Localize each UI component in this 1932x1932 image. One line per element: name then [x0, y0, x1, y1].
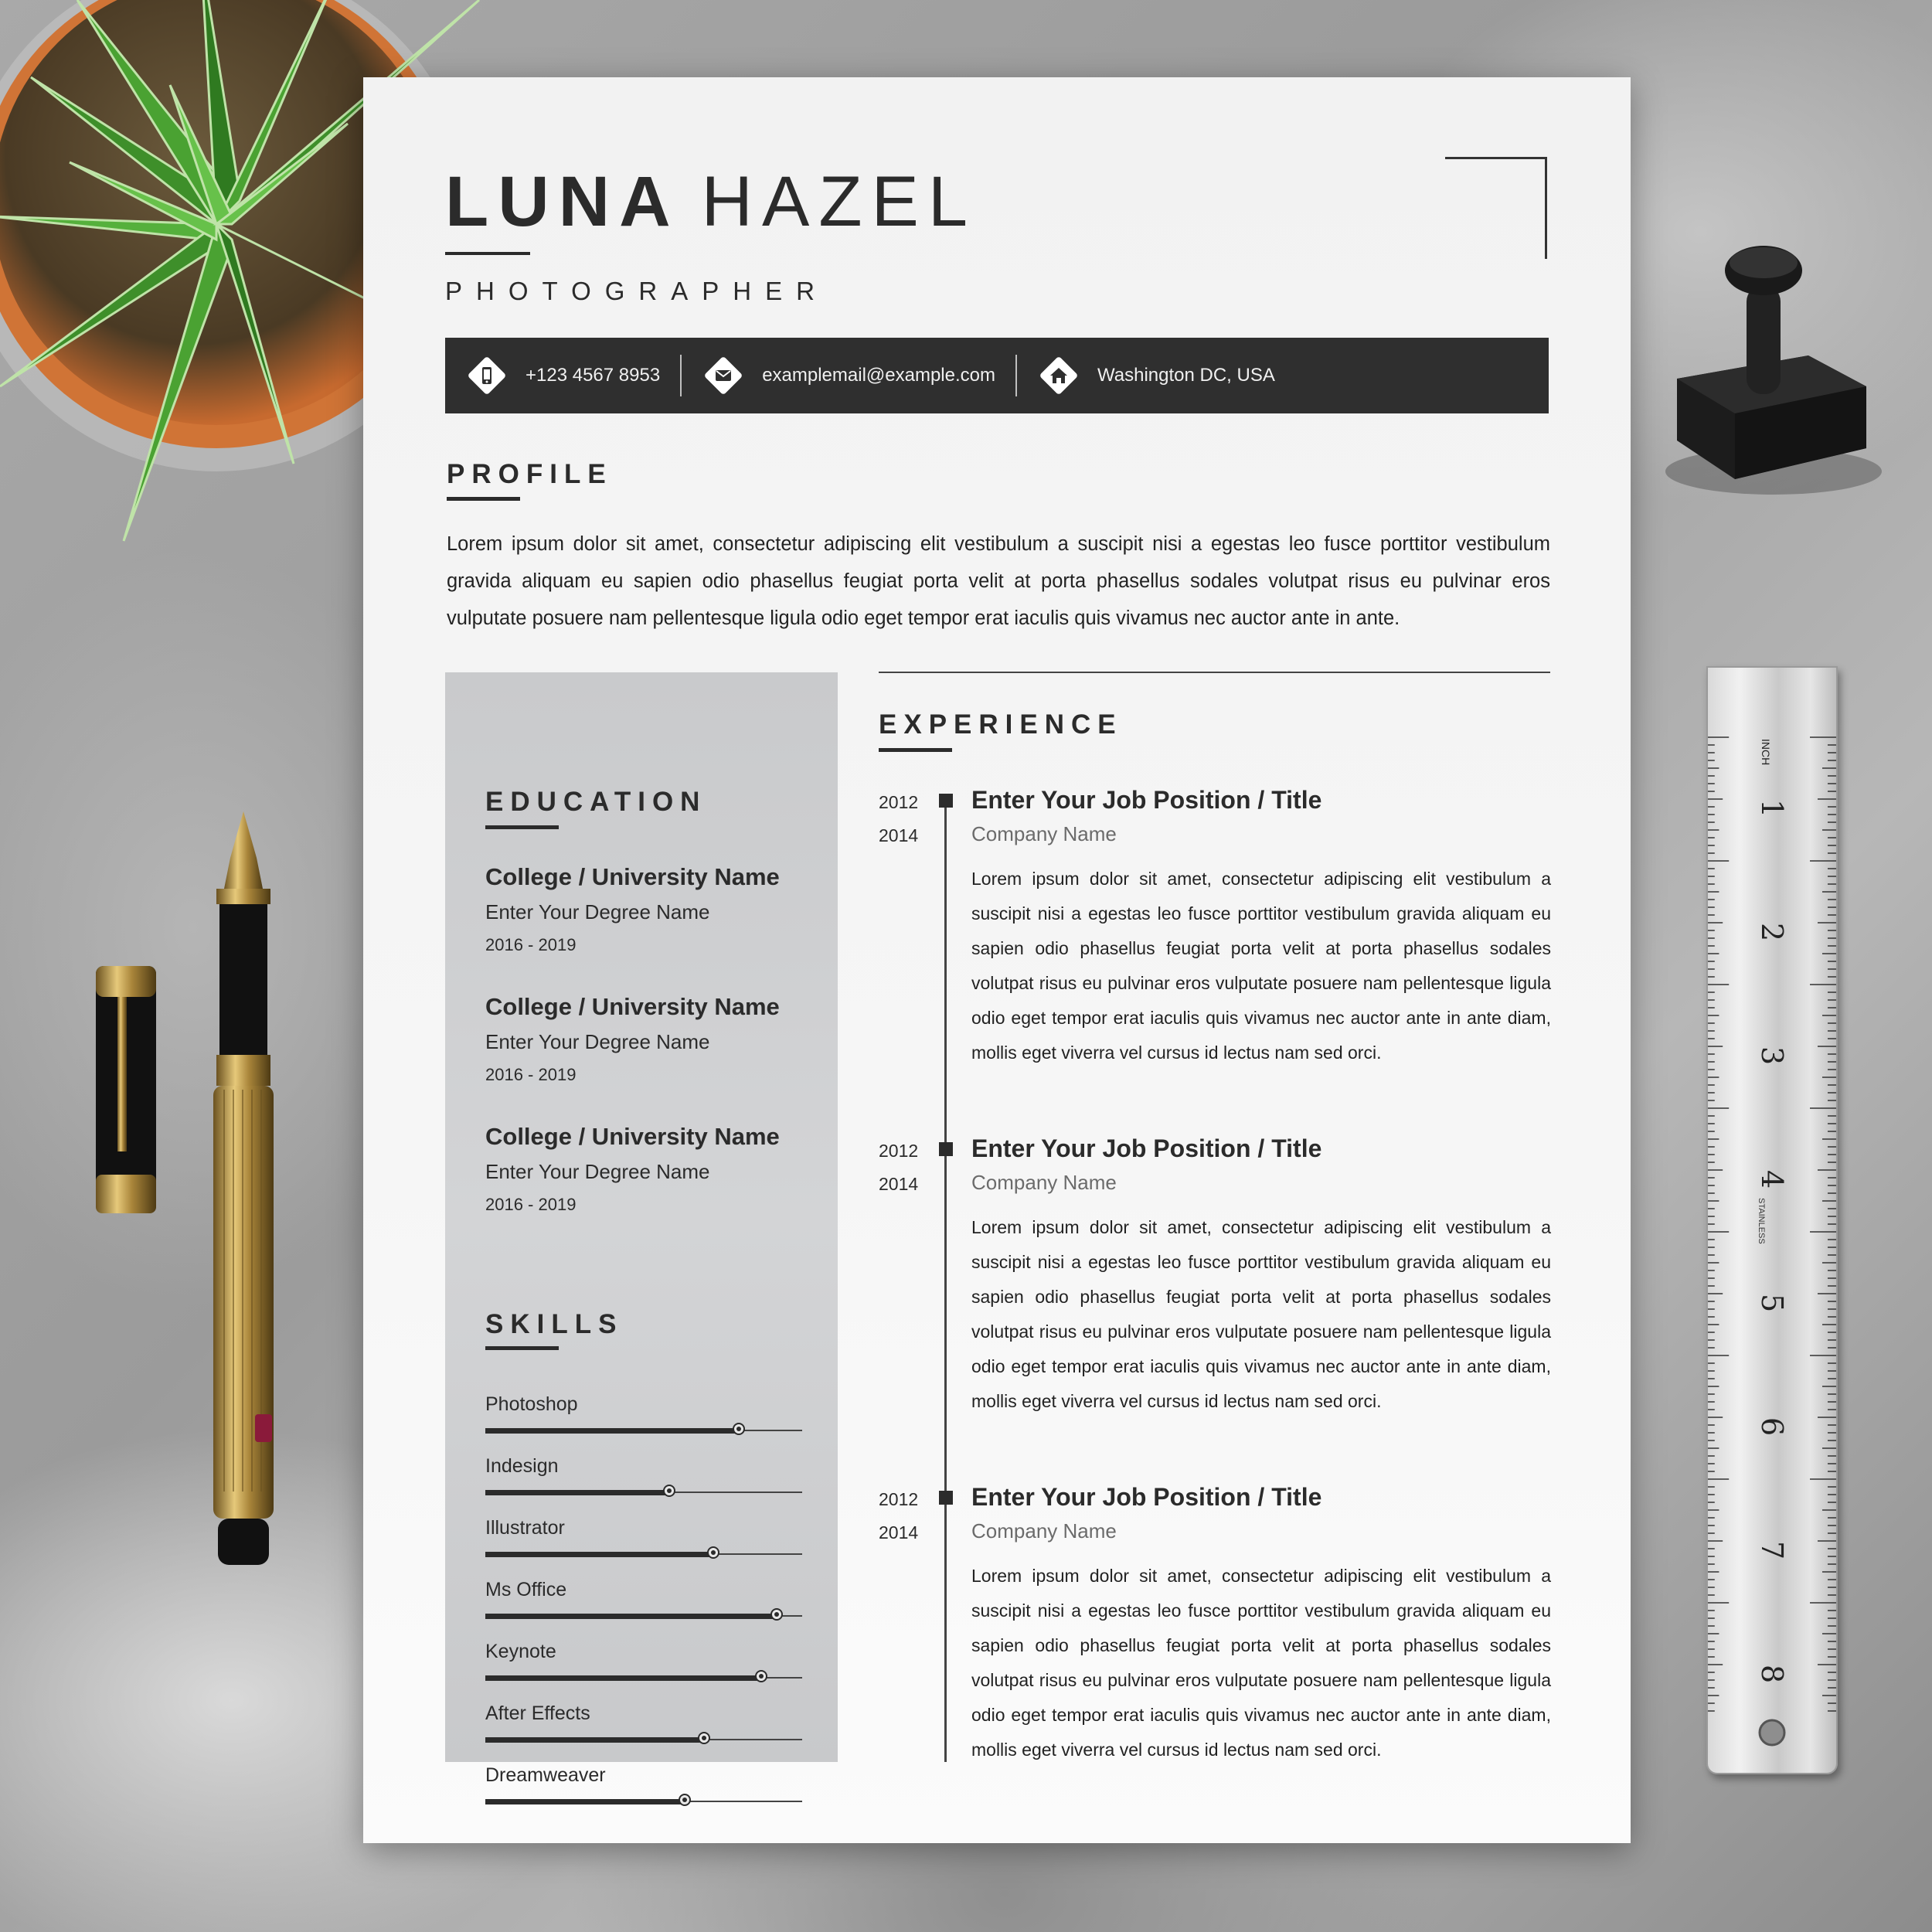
ruler-inch-label: 7: [1755, 1541, 1789, 1560]
education-years: 2016 - 2019: [485, 935, 577, 954]
skill-name: After Effects: [485, 1702, 590, 1724]
education-heading-rule: [485, 825, 559, 829]
education-item: [485, 993, 825, 1085]
job-role: PHOTOGRAPHER: [445, 277, 828, 305]
resume-page: [363, 77, 1631, 1843]
experience-heading-rule: [879, 748, 952, 752]
contact-phone[interactable]: [445, 338, 680, 413]
company-name: Company Name: [971, 822, 1117, 845]
skill-slider-handle: [679, 1794, 691, 1806]
skill-row: [485, 1455, 802, 1509]
skill-level-bar: [485, 1490, 669, 1495]
skill-name: Photoshop: [485, 1393, 578, 1415]
school-name: College / University Name: [485, 863, 780, 890]
timeline-marker: [939, 794, 953, 808]
skill-row: [485, 1579, 802, 1633]
skill-row: [485, 1517, 802, 1571]
school-name: College / University Name: [485, 1123, 780, 1150]
home-icon: [1037, 354, 1080, 397]
job-start-year: 2012: [879, 1489, 919, 1509]
job-description: Lorem ipsum dolor sit amet, consectetur adipiscing elit vestibulum a suscipit nisi a egestas leo fusce porttitor vestibulum gravida aliquam eu sapien odio phasellus feugiat porta velit at porta phasellus sodales volutpat risus eu pulvinar eros vulputate posuere nam pellentesque ligula odio eget tempor erat iaculis quis vivamus nec auctor ante in ante diam, mollis eget viverra vel cursus id lectus nam sed orci.: [971, 1566, 1551, 1760]
job-title: Enter Your Job Position / Title: [971, 1483, 1322, 1511]
last-name: HAZEL: [701, 162, 978, 241]
skill-row: [485, 1764, 802, 1818]
profile-heading-rule: [447, 497, 520, 501]
phone-text: +123 4567 8953: [526, 365, 661, 386]
experience-timeline: [944, 800, 947, 1762]
skill-row: [485, 1393, 802, 1447]
skill-level-bar: [485, 1737, 704, 1743]
profile-heading: PROFILE: [447, 459, 613, 489]
mail-icon: [702, 354, 745, 397]
school-name: College / University Name: [485, 993, 780, 1020]
education-item: [485, 863, 825, 955]
corner-bracket-decoration: [1445, 157, 1547, 259]
skill-name: Dreamweaver: [485, 1764, 606, 1786]
skill-row: [485, 1702, 802, 1757]
education-skills-sidebar: [445, 672, 838, 1786]
job-title: Enter Your Job Position / Title: [971, 786, 1322, 814]
email-text: examplemail@example.com: [762, 365, 995, 386]
skill-level-bar: [485, 1675, 761, 1681]
fountain-pen-image: [77, 811, 309, 1615]
profile-paragraph: Lorem ipsum dolor sit amet, consectetur adipiscing elit vestibulum a suscipit nisi a egestas leo fusce porttitor vestibulum gravida aliquam eu sapien odio phasellus feugiat porta velit at porta phasellus sodales volutpat risus eu pulvinar eros vulputate posuere nam pellentesque ligula odio eget tempor erat iaculis quis vivamus nec auctor ante in ante.: [447, 533, 1550, 629]
timeline-marker: [939, 1142, 953, 1156]
degree-name: Enter Your Degree Name: [485, 1160, 710, 1183]
company-name: Company Name: [971, 1171, 1117, 1194]
job-end-year: 2014: [879, 825, 919, 845]
skill-slider-handle: [770, 1608, 783, 1621]
education-heading: EDUCATION: [485, 787, 707, 817]
degree-name: Enter Your Degree Name: [485, 1030, 710, 1053]
job-title: Enter Your Job Position / Title: [971, 1134, 1322, 1162]
skill-slider-handle: [707, 1546, 719, 1559]
skill-slider-handle: [698, 1732, 710, 1744]
phone-icon: [465, 354, 509, 397]
skill-name: Ms Office: [485, 1579, 567, 1600]
skill-row: [485, 1641, 802, 1695]
job-description: Lorem ipsum dolor sit amet, consectetur adipiscing elit vestibulum a suscipit nisi a egestas leo fusce porttitor vestibulum gravida aliquam eu sapien odio phasellus feugiat porta velit at porta phasellus sodales volutpat risus eu pulvinar eros vulputate posuere nam pellentesque ligula odio eget tempor erat iaculis quis vivamus nec auctor ante in ante diam, mollis eget viverra vel cursus id lectus nam sed orci.: [971, 869, 1551, 1063]
ruler-inch-label: 5: [1755, 1294, 1789, 1313]
name-underline: [445, 252, 530, 255]
ruler-inch-label: 4: [1755, 1170, 1789, 1189]
ruler-hanging-hole: [1760, 1720, 1784, 1745]
skill-level-bar: [485, 1799, 685, 1804]
location-text: Washington DC, USA: [1097, 365, 1275, 386]
skill-level-bar: [485, 1428, 739, 1434]
full-name: [445, 162, 978, 241]
job-end-year: 2014: [879, 1522, 919, 1543]
experience-heading: EXPERIENCE: [879, 709, 1123, 740]
job-end-year: 2014: [879, 1174, 919, 1194]
experience-top-rule: [879, 672, 1550, 673]
contact-location[interactable]: [1017, 338, 1295, 413]
skill-slider-handle: [733, 1423, 745, 1435]
skill-slider-handle: [755, 1670, 767, 1682]
skill-level-bar: [485, 1552, 713, 1557]
education-item: [485, 1123, 825, 1215]
skill-slider-handle: [663, 1485, 675, 1497]
ruler-inch-label: 6: [1755, 1417, 1789, 1437]
skill-name: Illustrator: [485, 1517, 565, 1539]
company-name: Company Name: [971, 1519, 1117, 1543]
skill-name: Keynote: [485, 1641, 556, 1662]
timeline-marker: [939, 1491, 953, 1505]
ruler-inch-label: 1: [1755, 799, 1789, 818]
ruler-brand-label: STAINLESS: [1757, 1198, 1766, 1244]
skills-heading-rule: [485, 1346, 559, 1350]
skill-name: Indesign: [485, 1455, 559, 1477]
ruler-inch-label: 3: [1755, 1046, 1789, 1066]
skills-heading: SKILLS: [485, 1309, 624, 1339]
job-start-year: 2012: [879, 792, 919, 812]
skill-level-bar: [485, 1614, 777, 1619]
education-years: 2016 - 2019: [485, 1065, 577, 1084]
contact-email[interactable]: [682, 338, 1015, 413]
ruler-unit-label: INCH: [1760, 739, 1772, 766]
ruler-inch-label: 8: [1755, 1665, 1789, 1684]
contact-bar: [445, 338, 1549, 413]
degree-name: Enter Your Degree Name: [485, 900, 710, 923]
rubber-stamp-image: [1662, 240, 1886, 510]
job-description: Lorem ipsum dolor sit amet, consectetur adipiscing elit vestibulum a suscipit nisi a egestas leo fusce porttitor vestibulum gravida aliquam eu sapien odio phasellus feugiat porta velit at porta phasellus sodales volutpat risus eu pulvinar eros vulputate posuere nam pellentesque ligula odio eget tempor erat iaculis quis vivamus nec auctor ante in ante diam, mollis eget viverra vel cursus id lectus nam sed orci.: [971, 1217, 1551, 1411]
steel-ruler-image: [1706, 666, 1838, 1774]
ruler-inch-label: 2: [1755, 923, 1789, 942]
first-name: LUNA: [445, 162, 680, 241]
education-years: 2016 - 2019: [485, 1195, 577, 1214]
job-start-year: 2012: [879, 1141, 919, 1161]
